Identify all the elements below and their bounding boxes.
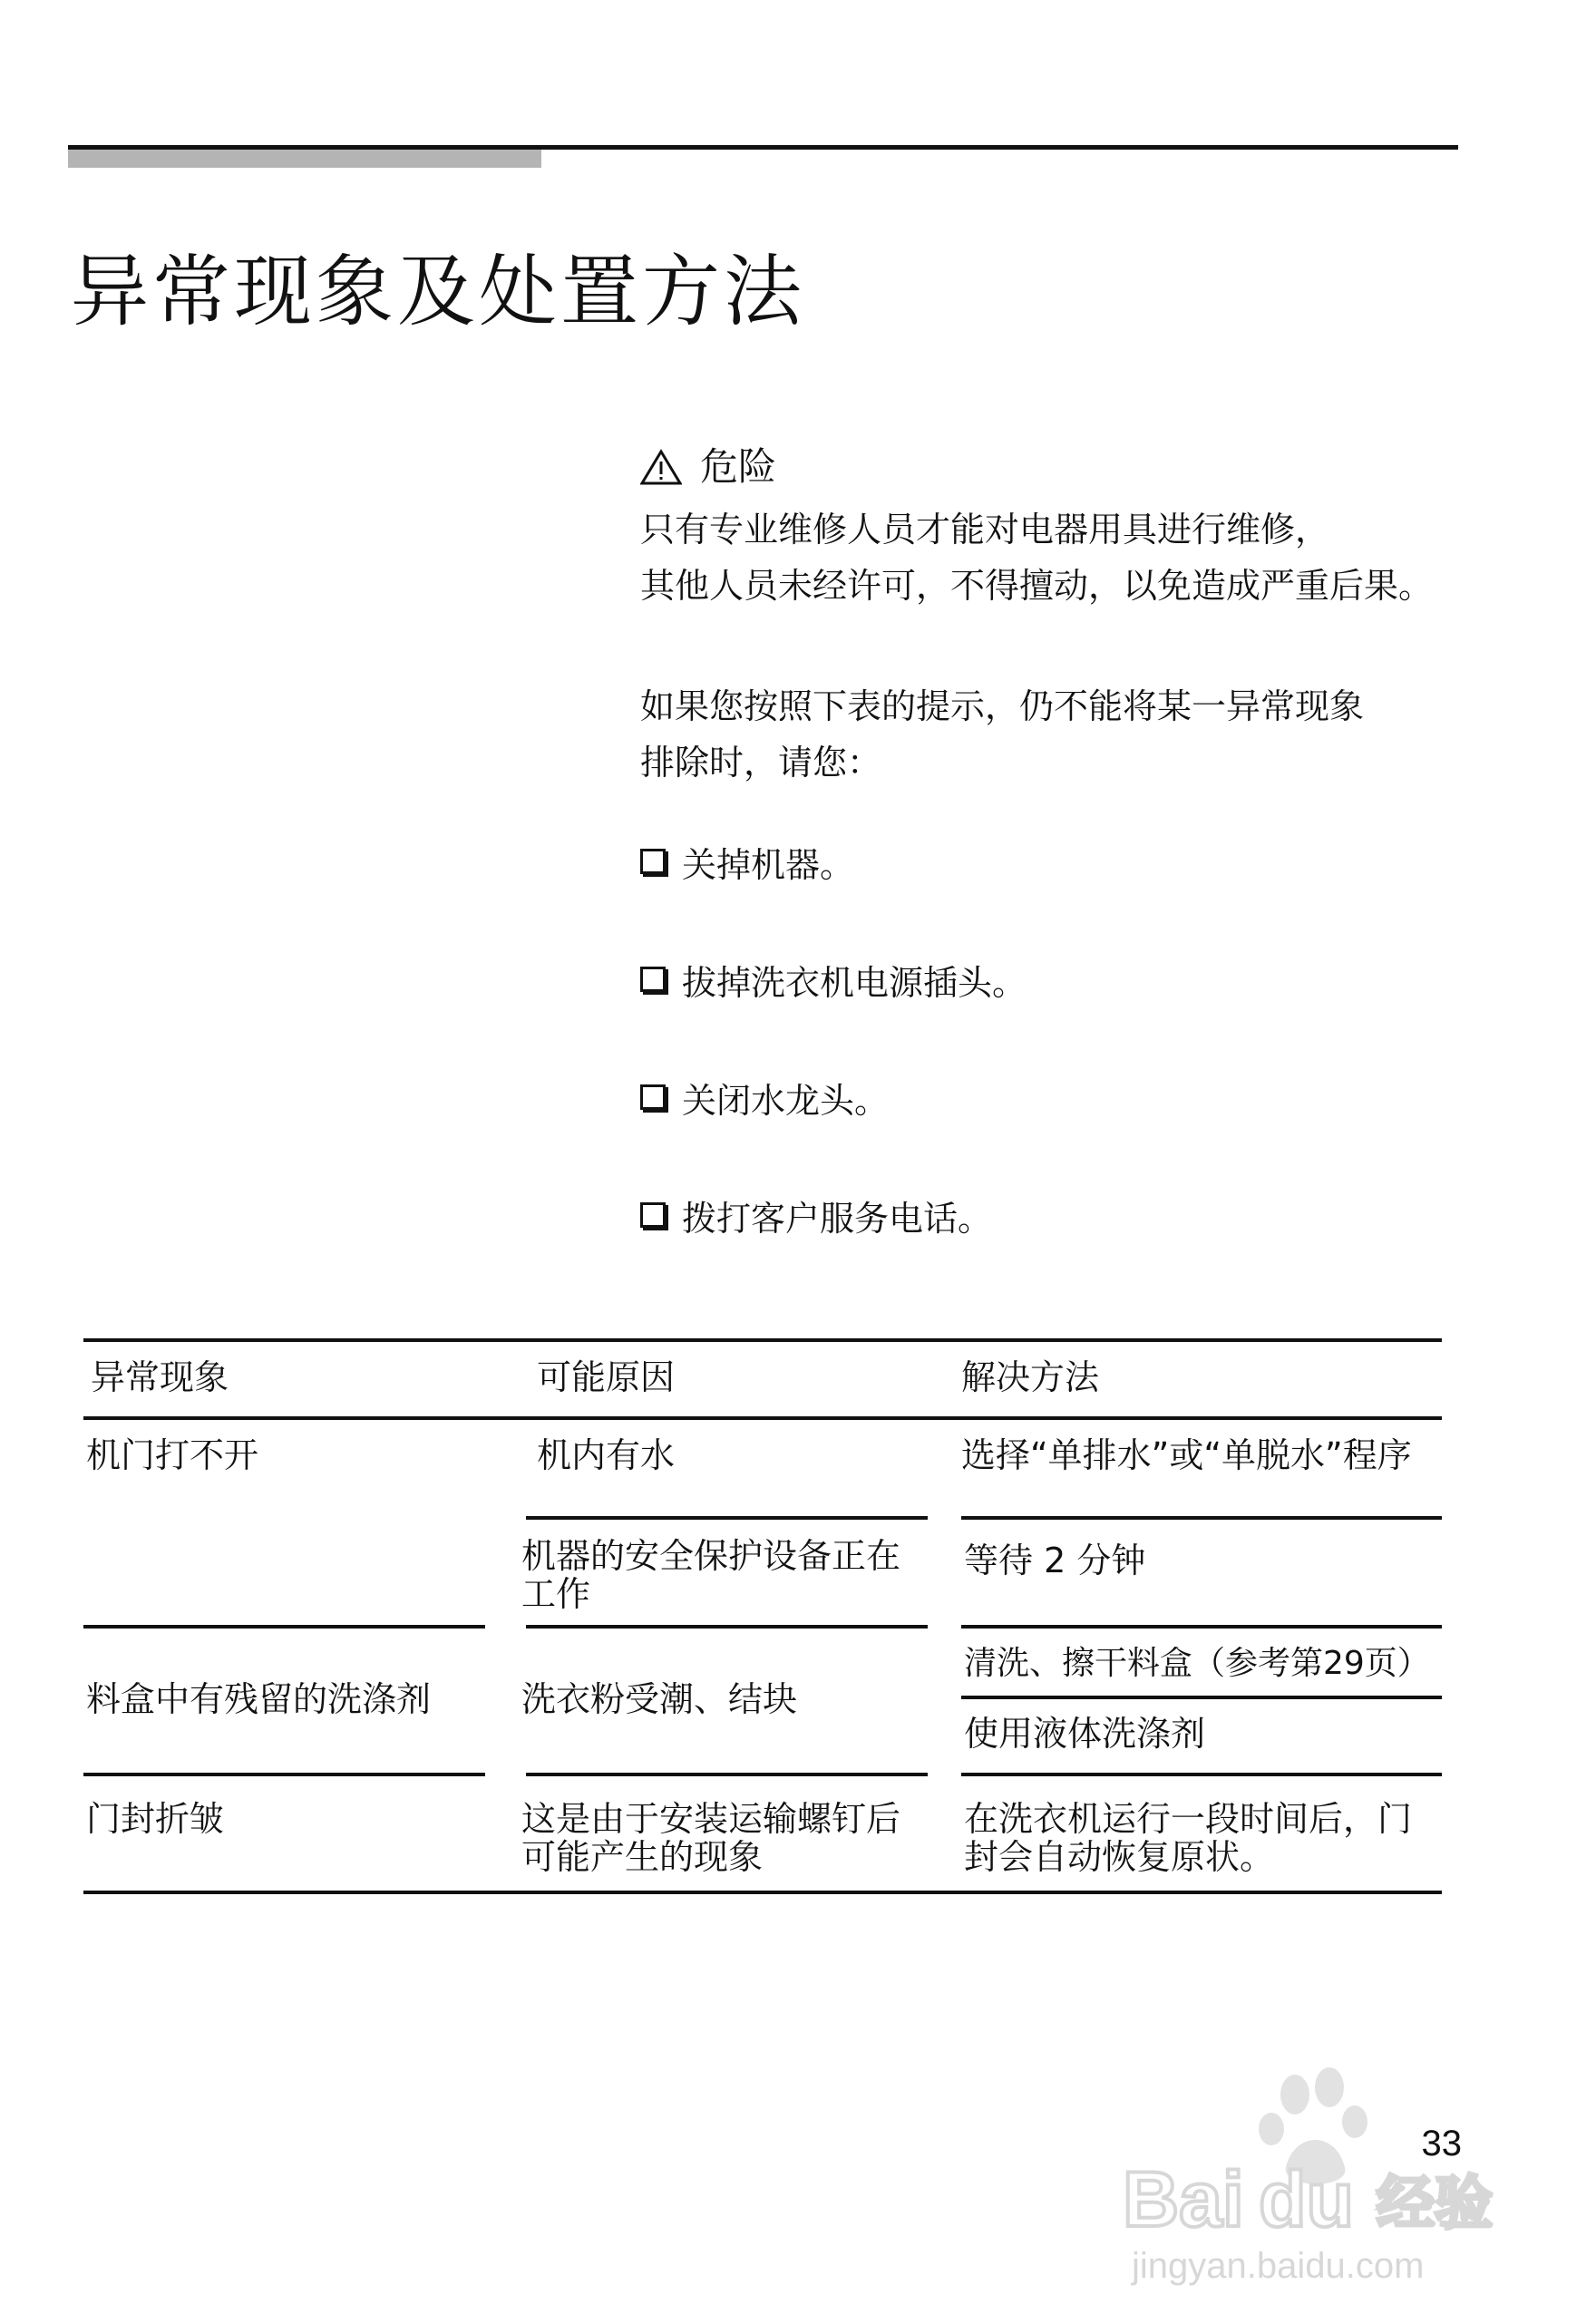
- intro-block: [640, 678, 1456, 791]
- table-rule: [526, 1773, 928, 1776]
- svg-text:Bai: [1123, 2156, 1244, 2243]
- checkbox-icon: [640, 1084, 666, 1110]
- table-rule: [961, 1696, 1442, 1699]
- svg-text:du: [1259, 2156, 1354, 2243]
- watermark-brand-cn: 经验: [1377, 2171, 1493, 2238]
- warning-block: [640, 440, 1511, 614]
- header-rule-gray: [68, 150, 541, 168]
- checklist-item: [640, 1188, 992, 1242]
- table-header-solution: 解决方法: [961, 1357, 1100, 1397]
- checklist-item-text: 关掉机器。: [682, 844, 855, 885]
- table-cell-symptom: 料盒中有残留的洗涤剂: [86, 1679, 432, 1719]
- baidu-watermark: [1114, 2067, 1513, 2290]
- warning-heading: [640, 440, 1511, 494]
- checklist-item-text: 拨打客户服务电话。: [682, 1198, 993, 1239]
- table-rule: [526, 1516, 928, 1520]
- warning-triangle-icon: [640, 449, 682, 485]
- table-header-cause: 可能原因: [537, 1357, 676, 1397]
- page-number: 33: [1421, 2124, 1462, 2163]
- table-rule-top: [83, 1338, 1442, 1342]
- table-rule-header: [83, 1416, 1442, 1420]
- table-rule-bottom: [83, 1891, 1442, 1894]
- table-cell-cause: 这是由于安装运输螺钉后可能产生的现象: [521, 1799, 901, 1877]
- table-cell-symptom: 门封折皱: [86, 1799, 225, 1839]
- checkbox-icon: [640, 1202, 666, 1228]
- checklist-item-text: 关闭水龙头。: [682, 1080, 890, 1121]
- warning-heading-text: 危险: [700, 444, 777, 489]
- watermark-url: jingyan.baidu.com: [1132, 2246, 1425, 2286]
- svg-text:经验: [1377, 2171, 1493, 2238]
- table-cell-symptom: 机门打不开: [86, 1435, 259, 1475]
- table-rule: [961, 1773, 1442, 1776]
- checklist-item: [640, 834, 854, 889]
- table-rule: [526, 1625, 928, 1629]
- checklist-item: [640, 1070, 889, 1124]
- table-cell-solution: 清洗、擦干料盒（参考第29页）: [964, 1645, 1430, 1682]
- svg-text:jingyan.baidu.com: [1131, 2246, 1424, 2286]
- table-cell-solution: 使用液体洗涤剂: [964, 1714, 1206, 1754]
- intro-line: 如果您按照下表的提示，仍不能将某一异常现象: [640, 686, 1365, 726]
- checklist-item: [640, 952, 1027, 1006]
- table-rule: [83, 1625, 485, 1629]
- table-cell-cause: 洗衣粉受潮、结块: [521, 1679, 798, 1719]
- table-cell-solution: 在洗衣机运行一段时间后，门封会自动恢复原状。: [964, 1799, 1413, 1877]
- watermark-brand-left: Bai: [1123, 2156, 1244, 2243]
- table-header-symptom: 异常现象: [91, 1357, 229, 1397]
- table-rule: [961, 1516, 1442, 1520]
- checkbox-icon: [640, 849, 666, 874]
- page-title: 异常现象及处置方法: [71, 247, 805, 337]
- checklist-item-text: 拔掉洗衣机电源插头。: [682, 962, 1027, 1003]
- watermark-brand-right: du: [1259, 2156, 1355, 2243]
- table-cell-solution: 等待 2 分钟: [964, 1541, 1146, 1580]
- table-cell-cause: 机器的安全保护设备正在工作: [521, 1536, 901, 1614]
- warning-line: 只有专业维修人员才能对电器用具进行维修，: [640, 510, 1330, 549]
- table-rule: [961, 1625, 1442, 1629]
- checkbox-icon: [640, 967, 666, 992]
- table-cell-solution: 选择“单排水”或“单脱水”程序: [961, 1435, 1412, 1475]
- warning-line: 其他人员未经许可，不得擅动，以免造成严重后果。: [640, 566, 1434, 606]
- table-cell-cause: 机内有水: [537, 1435, 676, 1475]
- baidu-paw-logo: [1114, 2067, 1513, 2290]
- intro-line: 排除时，请您：: [640, 743, 882, 783]
- table-rule: [83, 1773, 485, 1776]
